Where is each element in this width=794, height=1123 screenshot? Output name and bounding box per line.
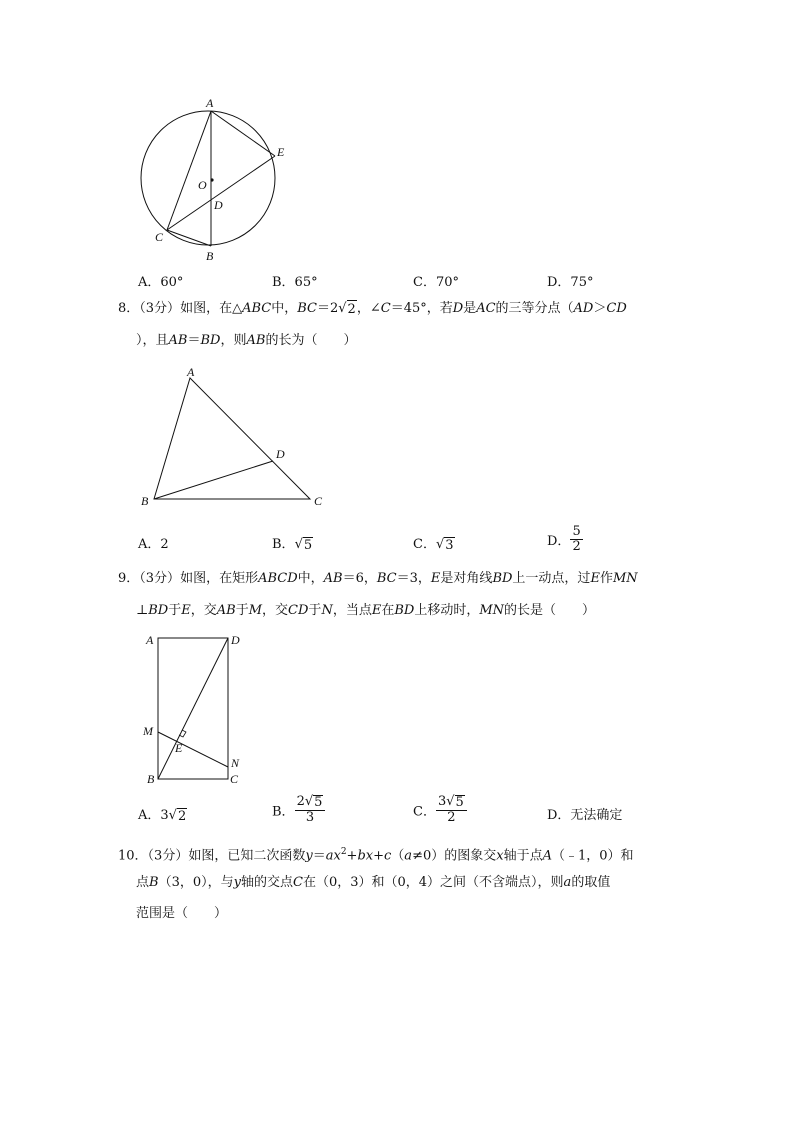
q7-option-b: B．65° <box>272 275 318 290</box>
label-m: M <box>143 724 153 738</box>
circle-o <box>141 111 275 245</box>
q7-option-c: C．70° <box>413 275 459 290</box>
q7-option-a: A．60° <box>138 275 184 290</box>
q8-stem-line1: 8．（3分）如图，在△ABC中，BC＝2 √ 2 ，∠C＝45°，若D是AC的三等分点（AD＞CD <box>118 301 627 317</box>
center-point <box>210 178 213 181</box>
triangle-abc <box>154 378 310 499</box>
q9-option-c: C． 3 √ 5 2 <box>413 795 467 825</box>
label-b: B <box>147 772 155 786</box>
q8-option-b: B． √ 5 <box>272 537 313 553</box>
label-e: E <box>277 145 285 159</box>
segment-ae <box>211 111 275 156</box>
q8-stem-line2: ），且AB＝BD，则AB的长为（ ） <box>136 333 357 348</box>
label-a: A <box>187 365 195 379</box>
segment-bd <box>154 461 273 499</box>
q9-option-b: B． 2 √ 5 3 <box>272 795 325 825</box>
q9-option-d: D．无法确定 <box>547 808 623 823</box>
q8-option-a: A．2 <box>138 537 169 552</box>
label-o: O <box>198 178 207 192</box>
label-c: C <box>155 230 164 244</box>
label-e: E <box>175 741 183 755</box>
q10-stem-line1: 10．（3分）如图，已知二次函数$y=ax^2+bx+c(a\ne 0)$的图象交x轴于点A（﹣1，0）和 <box>118 847 634 864</box>
label-b: B <box>141 494 149 508</box>
label-d: D <box>231 633 240 647</box>
label-a: A <box>206 96 214 110</box>
q7-circle-figure <box>130 92 310 264</box>
q8-triangle-figure <box>130 362 330 512</box>
q9-stem-line1: 9．（3分）如图，在矩形ABCD中，AB＝6，BC＝3，E是对角线BD上一动点，过E作MN <box>118 571 638 586</box>
label-c: C <box>314 494 323 508</box>
q9-rectangle-figure <box>135 628 255 788</box>
q8-option-c: C． √ 3 <box>413 537 454 553</box>
label-n: N <box>231 756 240 770</box>
q9-option-a: A．3 √ 2 <box>138 808 187 824</box>
q9-stem-line2: ⊥BD于E，交AB于M，交CD于N，当点E在BD上移动时，MN的长是（ ） <box>136 603 596 618</box>
label-d: D <box>214 198 223 212</box>
q8-option-d: D． $\frac{5}{2}$ <box>547 524 581 554</box>
label-c: C <box>230 772 239 786</box>
segment-ce <box>167 156 275 230</box>
label-d: D <box>276 447 285 461</box>
segment-cb <box>167 230 211 246</box>
q7-option-d: D．75° <box>547 275 594 290</box>
diagonal-bd <box>158 638 228 779</box>
q10-stem-line3: 范围是（ ） <box>136 906 228 921</box>
label-a: A <box>146 633 154 647</box>
segment-mn <box>158 732 228 767</box>
segment-ac <box>167 111 211 230</box>
label-b: B <box>206 249 214 263</box>
q10-stem-line2: 点B（3，0），与y轴的交点C在（0，3）和（0，4）之间（不含端点），则a的取值 <box>136 875 611 890</box>
